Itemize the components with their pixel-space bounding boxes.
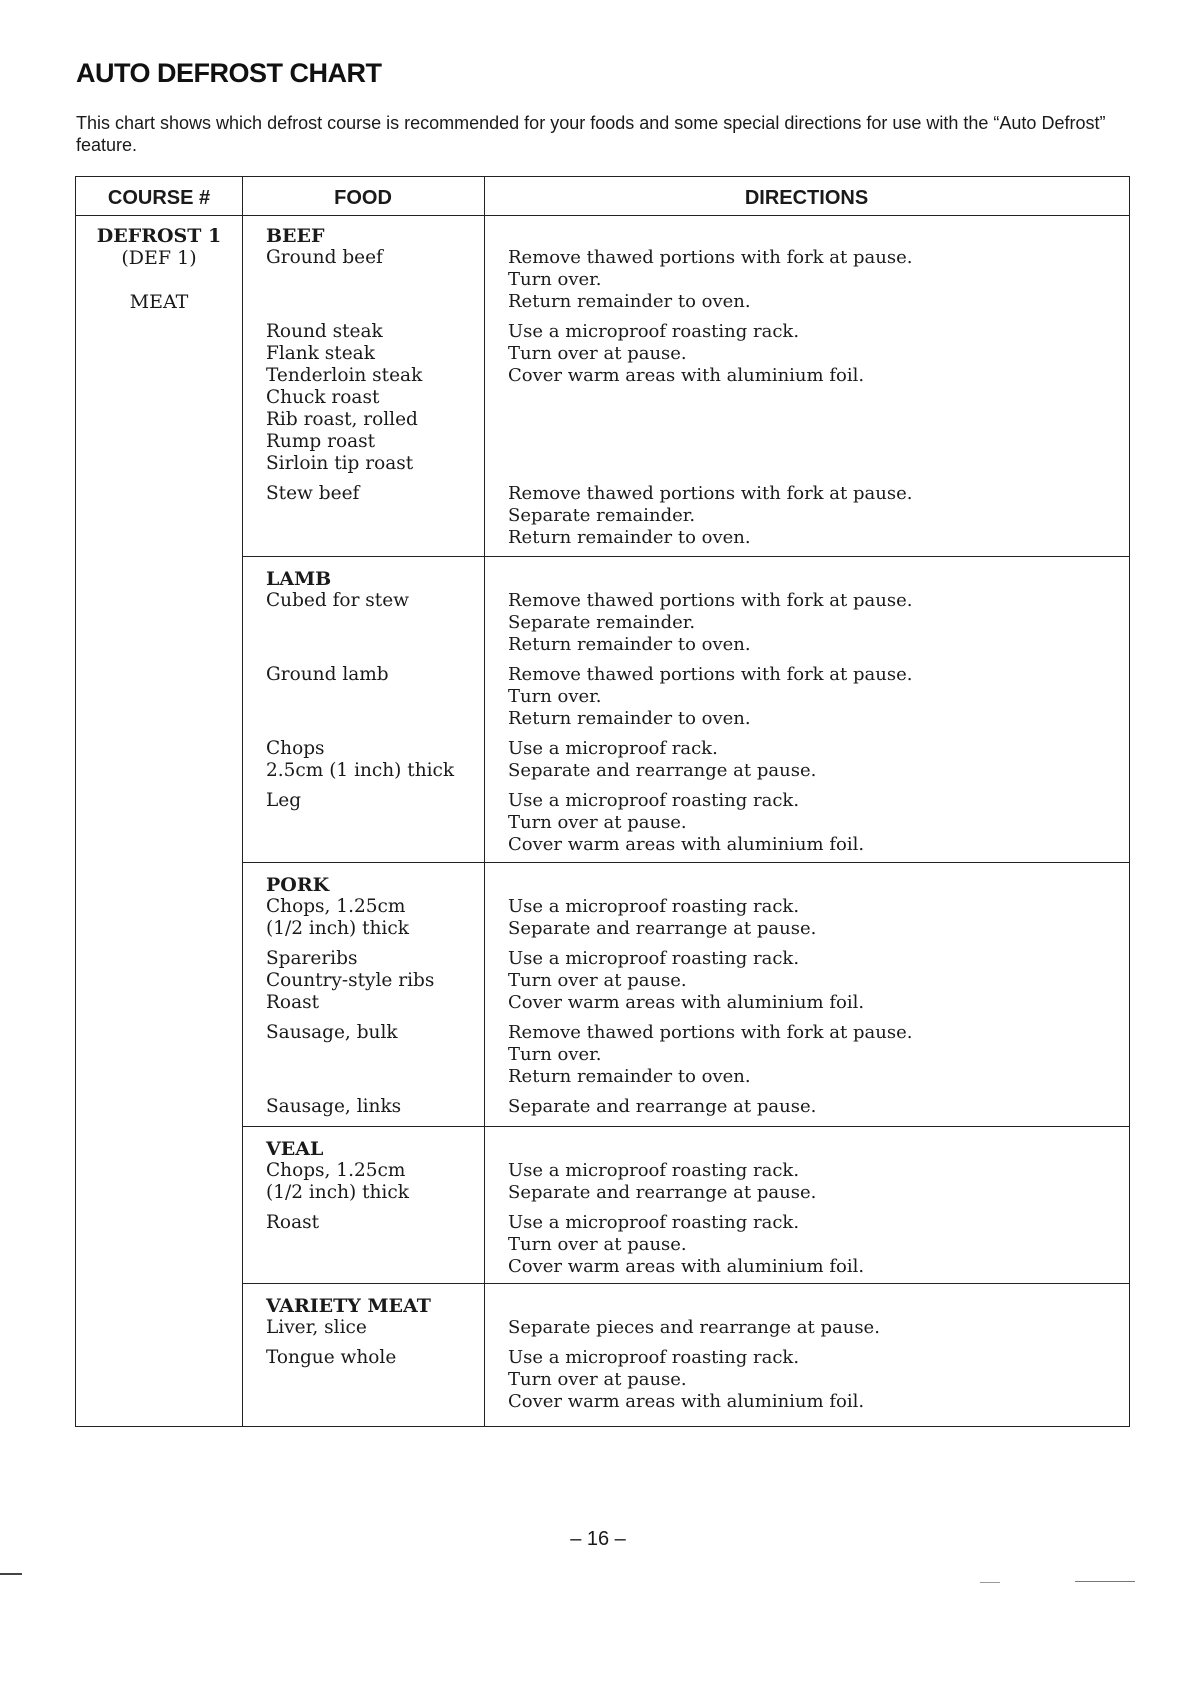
direction-line: Use a microproof roasting rack.	[508, 321, 800, 342]
page-number: – 16 –	[570, 1528, 626, 1550]
food-row	[242, 1347, 1129, 1413]
direction-line: Cover warm areas with aluminium foil.	[508, 1256, 865, 1277]
direction-line: Use a microproof roasting rack.	[508, 896, 800, 917]
direction-line: Return remainder to oven.	[508, 291, 751, 312]
direction-line: Turn over at pause.	[508, 1369, 687, 1390]
direction-line: Turn over.	[508, 686, 602, 707]
direction-line: Turn over at pause.	[508, 970, 687, 991]
direction-line: Use a microproof roasting rack.	[508, 948, 800, 969]
direction-line: Use a microproof roasting rack.	[508, 1347, 800, 1368]
direction-line: Cover warm areas with aluminium foil.	[508, 1391, 865, 1412]
food-item: Stew beef	[266, 483, 360, 504]
direction-line: Separate and rearrange at pause.	[508, 760, 817, 781]
food-item: Liver, slice	[266, 1317, 367, 1338]
direction-line: Turn over at pause.	[508, 812, 687, 833]
section-lamb	[242, 568, 1129, 864]
food-item: Chops	[266, 738, 325, 759]
food-row	[242, 664, 1129, 730]
course-name: DEFROST 1	[96, 225, 222, 247]
category-label: VEAL	[266, 1138, 324, 1160]
direction-line: Separate remainder.	[508, 612, 696, 633]
direction-line: Turn over at pause.	[508, 1234, 687, 1255]
course-code: (DEF 1)	[121, 247, 197, 269]
direction-line: Return remainder to oven.	[508, 527, 751, 548]
direction-line: Remove thawed portions with fork at pause.	[508, 664, 913, 685]
direction-line: Turn over.	[508, 1044, 602, 1065]
scan-mark	[1075, 1581, 1135, 1582]
food-item: 2.5cm (1 inch) thick	[266, 760, 455, 781]
section-veal	[242, 1138, 1129, 1286]
direction-line: Remove thawed portions with fork at pause.	[508, 483, 913, 504]
category-label: VARIETY MEAT	[266, 1295, 431, 1317]
direction-line: Cover warm areas with aluminium foil.	[508, 834, 865, 855]
food-row	[242, 1022, 1129, 1088]
defrost-chart-table	[75, 176, 1130, 1427]
food-item: Roast	[266, 992, 320, 1013]
direction-line: Remove thawed portions with fork at pause.	[508, 247, 913, 268]
food-item: Ground beef	[266, 247, 383, 268]
food-item: Cubed for stew	[266, 590, 410, 611]
header-food: FOOD	[334, 187, 392, 209]
food-row	[242, 1160, 1129, 1204]
food-row	[242, 948, 1129, 1014]
food-item: Tongue whole	[266, 1347, 397, 1368]
food-item: Sausage, links	[266, 1096, 402, 1117]
food-item: (1/2 inch) thick	[266, 918, 409, 939]
direction-line: Separate and rearrange at pause.	[508, 1096, 817, 1117]
direction-line: Turn over at pause.	[508, 343, 687, 364]
section-pork	[242, 874, 1129, 1126]
food-item: Country-style ribs	[266, 970, 435, 991]
section-divider	[242, 1126, 1129, 1127]
food-item: (1/2 inch) thick	[266, 1182, 409, 1203]
food-item: Spareribs	[266, 948, 358, 969]
direction-line: Remove thawed portions with fork at pause.	[508, 590, 913, 611]
food-item: Chops, 1.25cm	[266, 896, 406, 917]
header-divider	[76, 215, 1129, 216]
page-title: AUTO DEFROST CHART	[76, 58, 382, 88]
header-directions: DIRECTIONS	[744, 187, 869, 209]
direction-line: Return remainder to oven.	[508, 634, 751, 655]
direction-line: Separate remainder.	[508, 505, 696, 526]
food-item: Chuck roast	[266, 387, 380, 408]
category-label: LAMB	[266, 568, 332, 590]
food-row	[242, 738, 1129, 782]
food-item: Tenderloin steak	[266, 365, 423, 386]
food-row	[242, 896, 1129, 940]
food-item: Sausage, bulk	[266, 1022, 398, 1043]
direction-line: Return remainder to oven.	[508, 1066, 751, 1087]
food-item: Chops, 1.25cm	[266, 1160, 406, 1181]
scan-mark	[980, 1582, 1000, 1583]
food-row	[242, 590, 1129, 656]
direction-line: Use a microproof roasting rack.	[508, 1160, 800, 1181]
food-item: Leg	[266, 790, 302, 811]
direction-line: Cover warm areas with aluminium foil.	[508, 992, 865, 1013]
direction-line: Use a microproof roasting rack.	[508, 790, 800, 811]
direction-line: Turn over.	[508, 269, 602, 290]
food-item: Round steak	[266, 321, 383, 342]
scan-mark	[0, 1573, 22, 1575]
category-label: BEEF	[266, 225, 325, 247]
food-item: Flank steak	[266, 343, 375, 364]
intro-paragraph: This chart shows which defrost course is recommended for your foods and some special directions for use with the “Auto Defrost” feature.	[76, 113, 1106, 155]
food-item: Rump roast	[266, 431, 376, 452]
direction-line: Use a microproof roasting rack.	[508, 1212, 800, 1233]
section-variety-meat	[242, 1295, 1129, 1421]
direction-line: Use a microproof rack.	[508, 738, 718, 759]
food-item: Ground lamb	[266, 664, 389, 685]
direction-line: Cover warm areas with aluminium foil.	[508, 365, 865, 386]
direction-line: Return remainder to oven.	[508, 708, 751, 729]
food-row	[242, 790, 1129, 856]
food-row	[242, 483, 1129, 549]
food-row	[242, 1212, 1129, 1278]
food-row	[242, 247, 1129, 313]
food-row	[242, 1317, 1129, 1339]
direction-line: Separate and rearrange at pause.	[508, 1182, 817, 1203]
category-label: PORK	[266, 874, 330, 896]
food-row	[242, 1096, 1129, 1118]
food-item: Sirloin tip roast	[266, 453, 414, 474]
header-course: COURSE #	[107, 187, 211, 209]
course-cell	[76, 225, 242, 313]
direction-line: Separate pieces and rearrange at pause.	[508, 1317, 880, 1338]
section-beef	[242, 225, 1129, 557]
course-type: MEAT	[129, 291, 189, 313]
food-item: Rib roast, rolled	[266, 409, 418, 430]
food-item: Roast	[266, 1212, 320, 1233]
direction-line: Separate and rearrange at pause.	[508, 918, 817, 939]
direction-line: Remove thawed portions with fork at pause.	[508, 1022, 913, 1043]
food-row	[242, 321, 1129, 475]
